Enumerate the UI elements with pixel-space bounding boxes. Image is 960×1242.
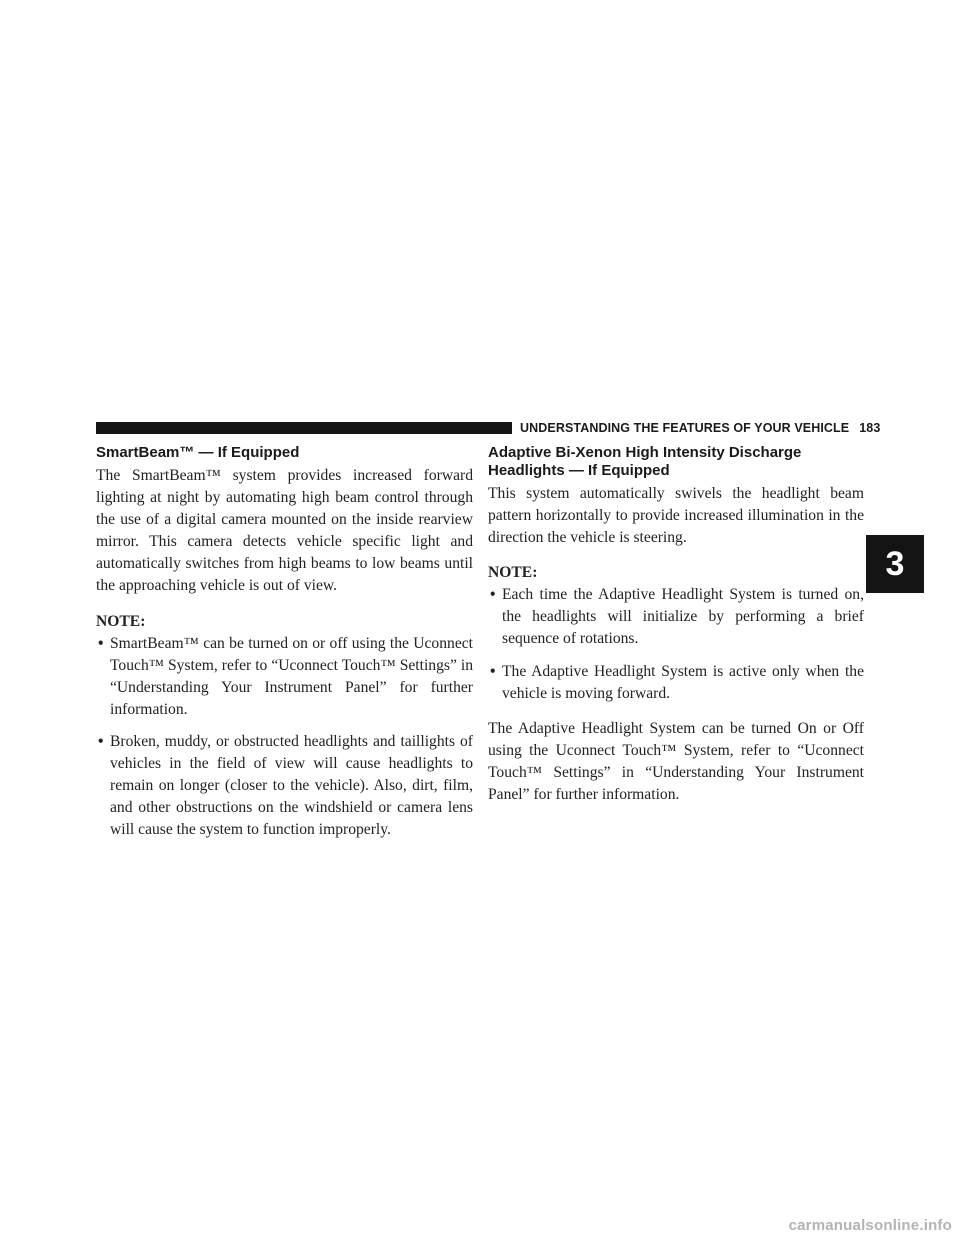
page-number: 183 — [859, 421, 881, 435]
bullet-icon: • — [98, 634, 104, 652]
list-item: • Each time the Adaptive Headlight System is turned on, the headlights will initialize by performing a brief sequence of rotations. — [490, 586, 864, 648]
smartbeam-notes — [96, 633, 473, 842]
header-rule — [96, 422, 512, 434]
list-item: • Broken, muddy, or obstructed headlights and taillights of vehicles in the field of view will cause headlights to remain on longer (closer to the vehicle). Also, dirt, film, and other obstructions on the windshield or camera lens will cause the system to function improperly. — [98, 732, 473, 839]
chapter-tab: 3 — [866, 535, 924, 593]
adaptive-headlights-heading: Adaptive Bi-Xenon High Intensity Discharge Headlights — If Equipped — [488, 444, 802, 479]
section-title: UNDERSTANDING THE FEATURES OF YOUR VEHICLE — [520, 421, 850, 435]
note-label: NOTE: — [96, 612, 146, 630]
list-item: • The Adaptive Headlight System is active only when the vehicle is moving forward. — [490, 662, 864, 702]
list-item: • SmartBeam™ can be turned on or off using the Uconnect Touch™ System, refer to “Uconnect Touch™ Settings” in “Understanding Your Instrument Panel” for further information. — [98, 634, 473, 718]
bullet-icon: • — [98, 732, 104, 750]
smartbeam-intro: The SmartBeam™ system provides increased forward lighting at night by automating high beam control through the use of a digital camera mounted on the inside rearview mirror. This camera detects vehicle specific light and automatically switches from high beams to low beams until the approaching vehicle is out of view. — [96, 467, 473, 595]
note-label: NOTE: — [488, 564, 538, 582]
smartbeam-heading: SmartBeam™ — If Equipped — [96, 444, 300, 461]
adaptive-closing: The Adaptive Headlight System can be turned On or Off using the Uconnect Touch™ System, refer to “Uconnect Touch™ Settings” in “Understanding Your Instrument Panel” for further information. — [488, 719, 864, 804]
bullet-icon: • — [490, 662, 496, 680]
left-column — [96, 444, 473, 851]
adaptive-intro: This system automatically swivels the headlight beam pattern horizontally to provide increased illumination in the direction the vehicle is steering. — [488, 485, 864, 547]
bullet-icon: • — [490, 586, 496, 604]
adaptive-notes — [488, 584, 864, 704]
right-column — [488, 444, 864, 806]
running-header — [520, 418, 881, 438]
watermark[interactable]: carmanualsonline.info — [788, 1217, 952, 1234]
